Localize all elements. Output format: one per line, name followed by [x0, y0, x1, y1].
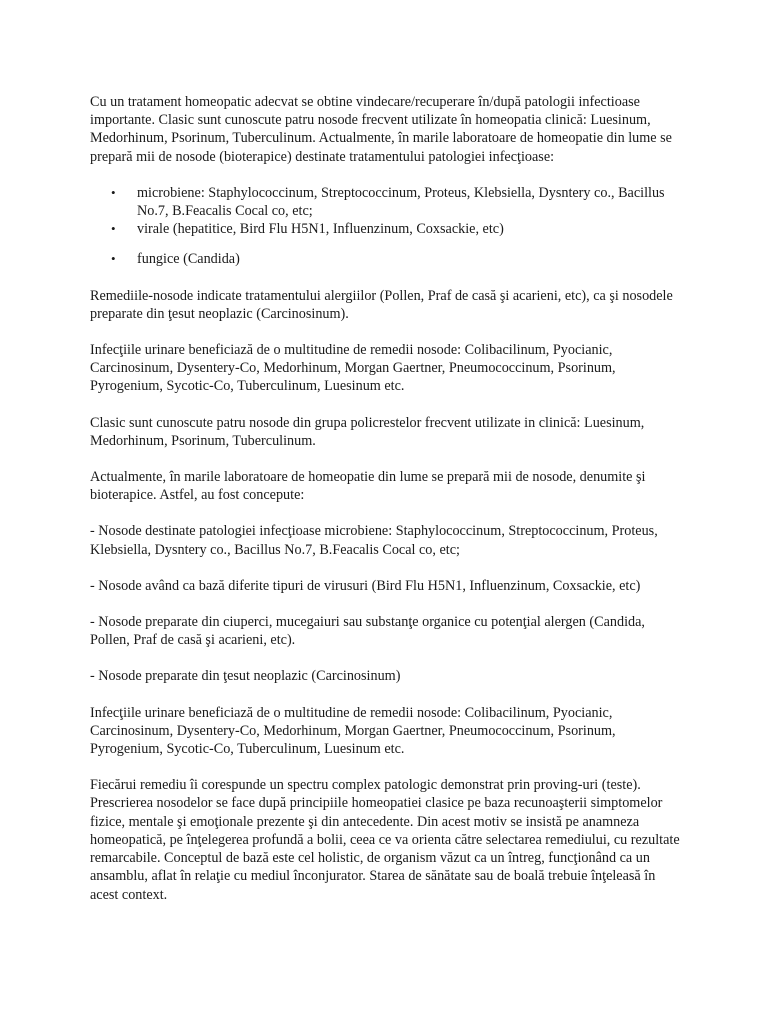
allergy-paragraph: Remediile-nosode indicate tratamentului alergiilor (Pollen, Praf de casă şi acarieni, etc), ca şi nosodele preparate din ţesut neoplazic (Carcinosinum). — [90, 287, 673, 322]
laboratories-paragraph: Actualmente, în marile laboratoare de homeopatie din lume se prepară mii de nosode, denumite şi bioterapice. Astfel, au fost concepute: — [90, 469, 646, 504]
document-body — [90, 93, 686, 922]
urinary-paragraph-1: Infecţiile urinare beneficiază de o multitudine de remedii nosode: Colibacilinum, Pyocianic, Carcinosinum, Dysentery-Co, Medorhinum, Morgan Gaertner, Pneumococcinum, Psorinum, Pyrogenium, Sycotic-Co, Tuberculinum, Luesinum etc. — [90, 342, 616, 395]
closing-paragraph: Fiecărui remediu îi corespunde un spectru complex patologic demonstrat prin proving-uri (teste). Prescrierea nosodelor se face după principiile homeopatiei clasice pe baza recunoaşterii simptomelor fizice, mentale şi emoţionale prezente şi din antecedente. Din acest motiv se insistă pe anamneza homeopatică, pe înţelegerea profundă a bolii, ceea ce va orienta către selectarea remediului, cu rezultate remarcabile. Conceptul de bază este cel holistic, de organism văzut ca un întreg, funcţionând ca un ansamblu, aflat în relaţie cu mediul înconjurator. Starea de sănătate sau de boală trebuie înţeleasă în acest context. — [90, 777, 680, 903]
list-item-microbiene: • microbiene: Staphylococcinum, Streptococcinum, Proteus, Klebsiella, Dysntery co., Bacillus No.7, B.Feacalis Cocal co, etc; — [137, 184, 686, 220]
dash-item-neoplastic: - Nosode preparate din ţesut neoplazic (Carcinosinum) — [90, 668, 401, 685]
urinary-paragraph-2: Infecţiile urinare beneficiază de o multitudine de remedii nosode: Colibacilinum, Pyocianic, Carcinosinum, Dysentery-Co, Medorhinum, Morgan Gaertner, Pneumococcinum, Psorinum, Pyrogenium, Sycotic-Co, Tuberculinum, Luesinum etc. — [90, 704, 616, 758]
list-item-virale: • virale (hepatitice, Bird Flu H5N1, Influenzinum, Coxsackie, etc) — [137, 220, 686, 238]
intro-paragraph: Cu un tratament homeopatic adecvat se obtine vindecare/recuperare în/după patologii infectioase importante. Clasic sunt cunoscute patru nosode frecvent utilizate în homeopatia clinică: Luesinum, Medorhinum, Psorinum, Tuberculinum. Actualmente, în marile laboratoare de homeopatie din lume se prepară mii de nosode (bioterapice) destinate tratamentului patologiei infecţioase: — [90, 94, 672, 165]
dash-item-microbial: - Nosode destinate patologiei infecţioase microbiene: Staphylococcinum, Streptococcinum, Proteus, Klebsiella, Dysntery co., Bacillus No.7, B.Feacalis Cocal co, etc; — [90, 523, 658, 558]
dash-item-viral: - Nosode având ca bază diferite tipuri de virusuri (Bird Flu H5N1, Influenzinum, Coxsackie, etc) — [90, 577, 641, 594]
nosode-category-list — [90, 184, 686, 269]
classic-nosodes-paragraph: Clasic sunt cunoscute patru nosode din grupa policrestelor frecvent utilizate in clinică: Luesinum, Medorhinum, Psorinum, Tuberculinum. — [90, 414, 645, 449]
list-item-fungice: • fungice (Candida) — [137, 250, 686, 268]
dash-item-fungal-allergen: - Nosode preparate din ciuperci, mucegaiuri sau substanţe organice cu potenţial alergen (Candida, Pollen, Praf de casă şi acarieni, etc). — [90, 614, 645, 649]
